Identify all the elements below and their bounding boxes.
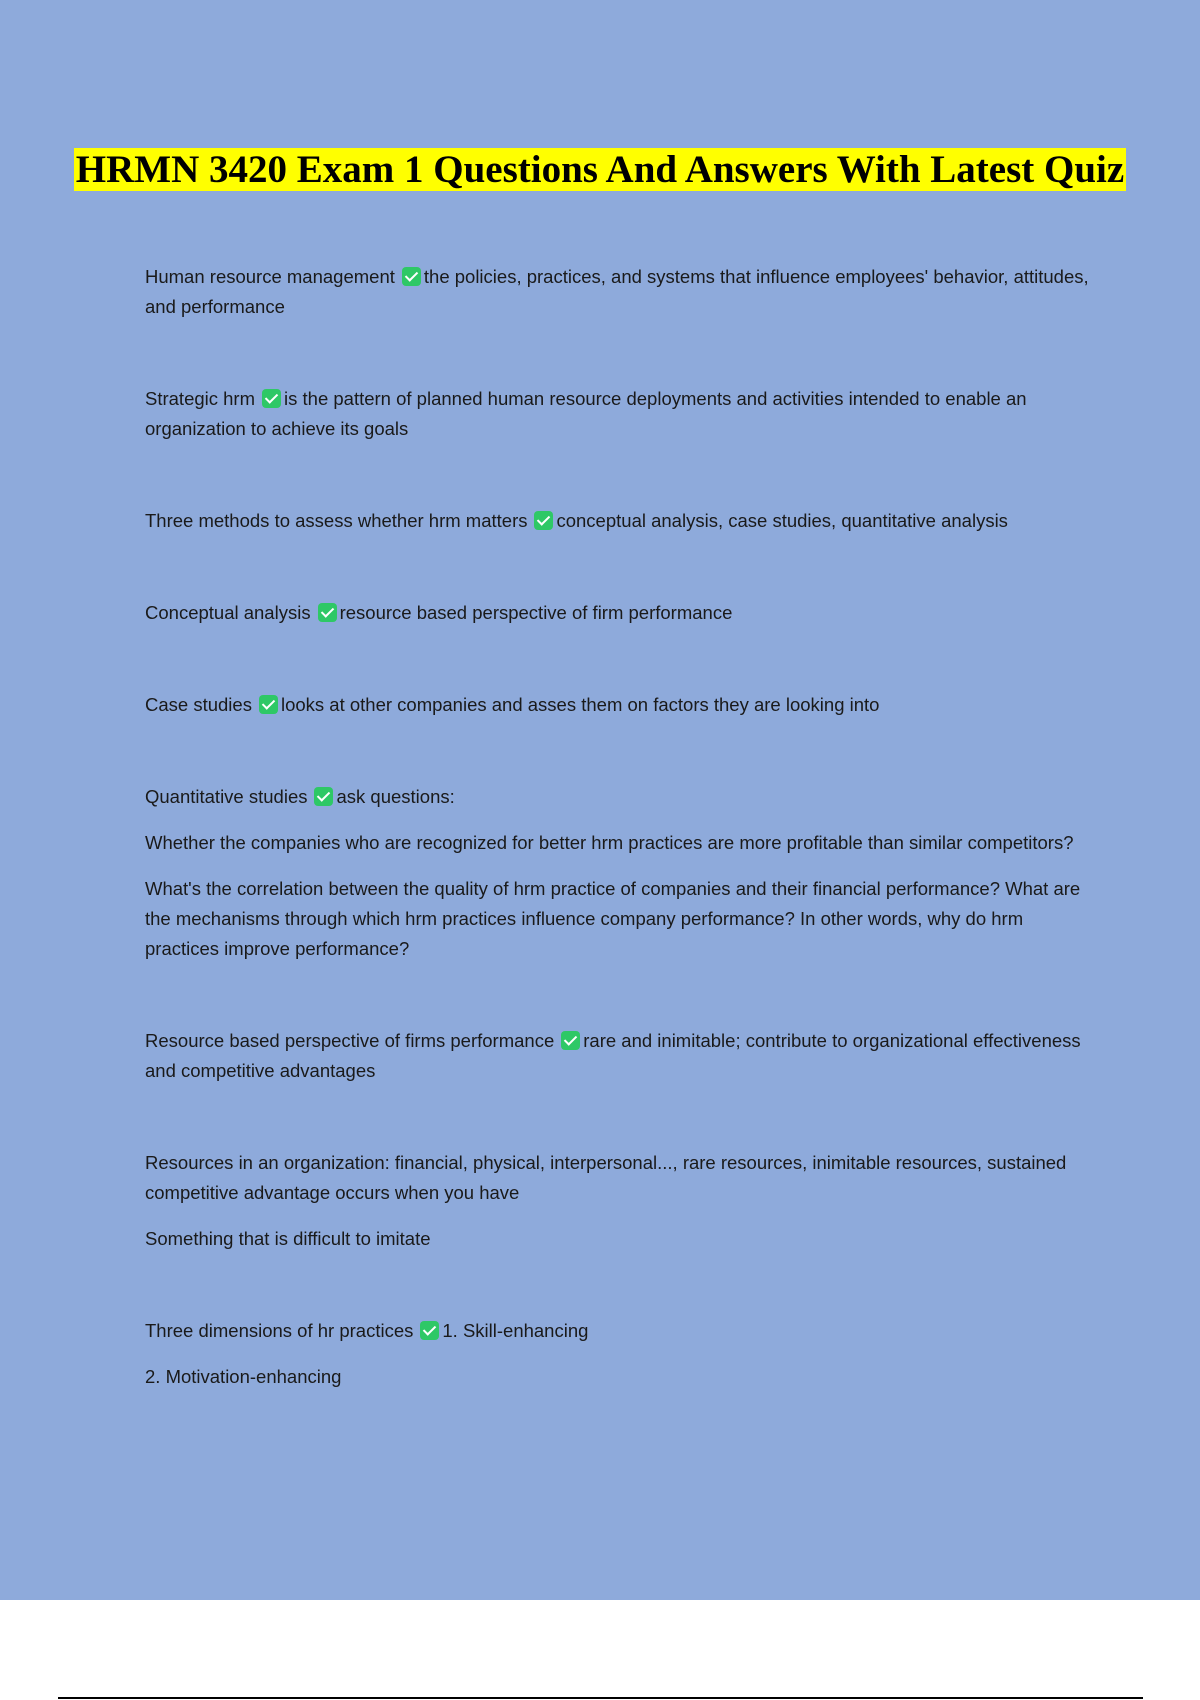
qa-answer: conceptual analysis, case studies, quantitative analysis (556, 510, 1008, 531)
qa-term: Three dimensions of hr practices (145, 1320, 414, 1341)
qa-term: Conceptual analysis (145, 602, 311, 623)
qa-term: Three methods to assess whether hrm matters (145, 510, 528, 531)
qa-answer: is the pattern of planned human resource deployments and activities intended to enable an organization to achieve its goals (145, 388, 1027, 439)
qa-answer: looks at other companies and asses them on factors they are looking into (280, 694, 880, 715)
qa-term: Human resource management (145, 266, 395, 287)
qa-answer: rare and inimitable; contribute to organizational effectiveness and competitive advantages (145, 1030, 1081, 1081)
qa-item (145, 1026, 1090, 1086)
check-mark-icon (420, 1321, 439, 1340)
qa-line (145, 506, 1090, 536)
qa-continuation: Something that is difficult to imitate (145, 1228, 431, 1249)
check-mark-icon (402, 267, 421, 286)
qa-list (145, 262, 1090, 1392)
title-highlight: HRMN 3420 Exam 1 Questions And Answers With Latest Quiz (75, 148, 1125, 191)
check-mark-icon (561, 1031, 580, 1050)
qa-line (145, 384, 1090, 444)
qa-item (145, 782, 1090, 964)
qa-item (145, 598, 1090, 628)
qa-term: Resource based perspective of firms performance (145, 1030, 555, 1051)
qa-answer: the policies, practices, and systems that influence employees' behavior, attitudes, and performance (145, 266, 1089, 317)
check-mark-icon (534, 511, 553, 530)
qa-item (145, 262, 1090, 322)
qa-line (145, 262, 1090, 322)
check-mark-icon (262, 389, 281, 408)
qa-term: Strategic hrm (145, 388, 256, 409)
qa-line (145, 1026, 1090, 1086)
qa-answer: 1. Skill-enhancing (442, 1320, 589, 1341)
qa-line (145, 690, 1090, 720)
footer-divider (58, 1697, 1143, 1699)
qa-line (145, 782, 1090, 812)
qa-continuation: 2. Motivation-enhancing (145, 1366, 342, 1387)
qa-line (145, 1316, 1090, 1346)
check-mark-icon (314, 787, 333, 806)
qa-line: Resources in an organization: financial, physical, interpersonal..., rare resources, inimitable resources, sustained competitive advantage occurs when you have (145, 1152, 1067, 1203)
qa-continuation: What's the correlation between the quality of hrm practice of companies and their financial performance? What are the mechanisms through which hrm practices influence company performance? In other words, why do hrm practices improve performance? (145, 878, 1081, 959)
qa-item (145, 506, 1090, 536)
qa-item (145, 1316, 1090, 1392)
check-mark-icon (259, 695, 278, 714)
qa-term: Quantitative studies (145, 786, 308, 807)
qa-item (145, 1148, 1090, 1254)
qa-continuation: Whether the companies who are recognized for better hrm practices are more profitable than similar competitors? (145, 832, 1074, 853)
qa-answer: ask questions: (336, 786, 455, 807)
qa-answer: resource based perspective of firm performance (339, 602, 733, 623)
qa-term: Case studies (145, 694, 252, 715)
check-mark-icon (318, 603, 337, 622)
document-title (0, 144, 1200, 195)
qa-item (145, 690, 1090, 720)
qa-item (145, 384, 1090, 444)
qa-line (145, 598, 1090, 628)
